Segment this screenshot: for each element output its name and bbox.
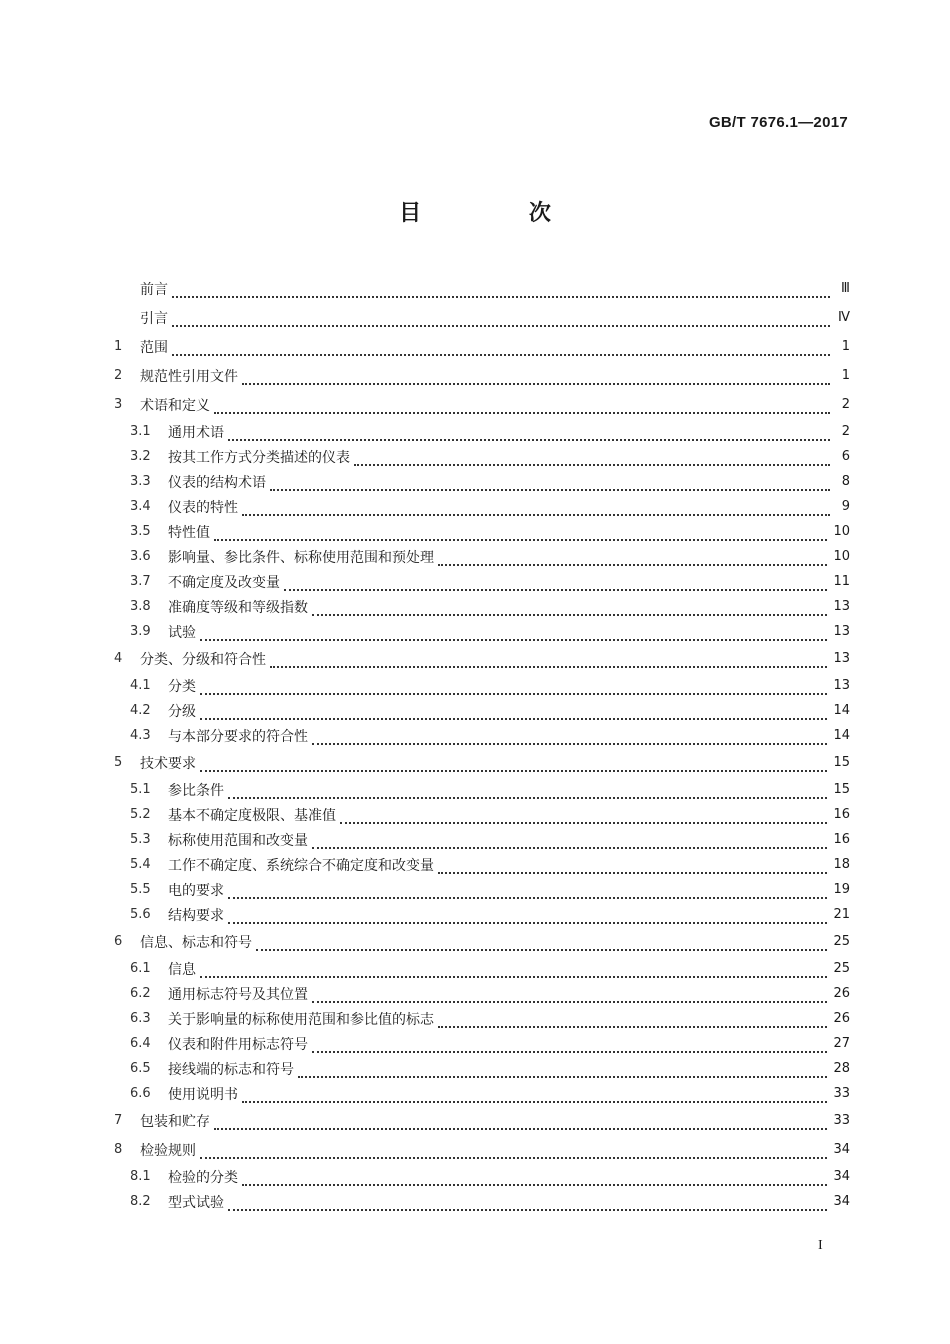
- toc-dot-leader: [354, 450, 830, 466]
- toc-entry[interactable]: [114, 1164, 850, 1189]
- toc-entry-page: 28: [833, 1061, 850, 1076]
- toc-dot-leader: [200, 756, 827, 772]
- toc-entry-number: 8: [114, 1142, 123, 1157]
- toc-dot-leader: [172, 311, 830, 327]
- toc-entry[interactable]: [114, 981, 850, 1006]
- toc-entry-number: 6.5: [130, 1061, 151, 1076]
- toc-entry-page: 2: [841, 397, 850, 412]
- toc-entry-page: 14: [833, 703, 850, 718]
- toc-entry-page: 26: [833, 1011, 850, 1026]
- toc-dot-leader: [438, 550, 827, 566]
- toc-entry[interactable]: [114, 1135, 850, 1164]
- toc-entry[interactable]: [114, 544, 850, 569]
- toc-entry-number: 4: [114, 651, 123, 666]
- toc-dot-leader: [200, 962, 827, 978]
- toc-entry-page: 10: [833, 524, 850, 539]
- toc-entry-title: 范围: [140, 339, 168, 356]
- toc-entry-title: 分类、分级和符合性: [140, 651, 266, 668]
- toc-dot-leader: [256, 935, 827, 951]
- toc-entry[interactable]: [114, 673, 850, 698]
- toc-entry-page: 13: [833, 678, 850, 693]
- toc-entry-number: 3: [114, 397, 123, 412]
- toc-entry[interactable]: [114, 303, 850, 332]
- toc-entry-number: 3.9: [130, 624, 151, 639]
- toc-dot-leader: [172, 340, 830, 356]
- toc-entry-number: 6.1: [130, 961, 151, 976]
- toc-entry-title: 前言: [140, 281, 168, 298]
- toc-entry-page: 13: [833, 624, 850, 639]
- toc-entry-number: 3.1: [130, 424, 151, 439]
- toc-entry-page: 16: [833, 832, 850, 847]
- toc-dot-leader: [242, 500, 830, 516]
- toc-dot-leader: [312, 833, 827, 849]
- toc-entry-number: 5: [114, 755, 123, 770]
- toc-dot-leader: [312, 987, 827, 1003]
- toc-entry-title: 仪表的结构术语: [168, 474, 266, 491]
- toc-dot-leader: [242, 1087, 827, 1103]
- toc-entry-page: 1: [841, 339, 850, 354]
- toc-entry-title: 基本不确定度极限、基准值: [168, 807, 336, 824]
- toc-entry-number: 6.6: [130, 1086, 151, 1101]
- toc-entry-number: 3.8: [130, 599, 151, 614]
- toc-dot-leader: [200, 1143, 827, 1159]
- toc-entry-number: 8.2: [130, 1194, 151, 1209]
- toc-entry-number: 5.2: [130, 807, 151, 822]
- toc-entry-page: Ⅳ: [838, 310, 850, 325]
- toc-entry-title: 使用说明书: [168, 1086, 238, 1103]
- toc-dot-leader: [242, 369, 830, 385]
- toc-entry[interactable]: [114, 1189, 850, 1214]
- toc-dot-leader: [312, 600, 827, 616]
- toc-dot-leader: [312, 1037, 827, 1053]
- toc-entry-title: 特性值: [168, 524, 210, 541]
- toc-dot-leader: [284, 575, 827, 591]
- toc-entry-number: 6.2: [130, 986, 151, 1001]
- toc-entry[interactable]: [114, 519, 850, 544]
- toc-dot-leader: [298, 1062, 827, 1078]
- toc-entry-page: 1: [841, 368, 850, 383]
- toc-entry-title: 结构要求: [168, 907, 224, 924]
- toc-entry[interactable]: [114, 927, 850, 956]
- toc-entry-title: 术语和定义: [140, 397, 210, 414]
- toc-entry-page: 19: [833, 882, 850, 897]
- toc-entry-page: 2: [841, 424, 850, 439]
- toc-entry-title: 按其工作方式分类描述的仪表: [168, 449, 350, 466]
- toc-entry[interactable]: [114, 827, 850, 852]
- toc-entry-number: 3.4: [130, 499, 151, 514]
- toc-entry-number: 5.6: [130, 907, 151, 922]
- toc-entry[interactable]: [114, 1006, 850, 1031]
- toc-dot-leader: [228, 883, 827, 899]
- toc-entry-title: 不确定度及改变量: [168, 574, 280, 591]
- toc-entry[interactable]: [114, 332, 850, 361]
- toc-dot-leader: [340, 808, 827, 824]
- toc-entry[interactable]: [114, 777, 850, 802]
- toc-dot-leader: [172, 282, 830, 298]
- toc-entry[interactable]: [114, 956, 850, 981]
- toc-entry[interactable]: [114, 723, 850, 748]
- toc-entry-title: 试验: [168, 624, 196, 641]
- toc-entry-number: 3.7: [130, 574, 151, 589]
- toc-entry-page: 15: [833, 782, 850, 797]
- toc-entry-page: 6: [841, 449, 850, 464]
- toc-entry-page: 16: [833, 807, 850, 822]
- toc-entry-page: 34: [833, 1142, 850, 1157]
- toc-dot-leader: [214, 1114, 827, 1130]
- toc-entry-title: 规范性引用文件: [140, 368, 238, 385]
- toc-entry[interactable]: [114, 644, 850, 673]
- toc-dot-leader: [438, 858, 827, 874]
- toc-entry-number: 1: [114, 339, 123, 354]
- toc-entry-title: 工作不确定度、系统综合不确定度和改变量: [168, 857, 434, 874]
- toc-entry[interactable]: [114, 748, 850, 777]
- toc-entry-page: 33: [833, 1086, 850, 1101]
- toc-dot-leader: [200, 625, 827, 641]
- toc-dot-leader: [228, 908, 827, 924]
- toc-entry-page: 25: [833, 934, 850, 949]
- toc-entry[interactable]: [114, 594, 850, 619]
- toc-entry-page: 10: [833, 549, 850, 564]
- toc-entry-page: 25: [833, 961, 850, 976]
- toc-entry-page: 13: [833, 599, 850, 614]
- toc-entry-title: 信息: [168, 961, 196, 978]
- page-number: I: [818, 1238, 823, 1253]
- toc-entry-number: 3.2: [130, 449, 151, 464]
- toc-entry[interactable]: [114, 494, 850, 519]
- toc-entry[interactable]: [114, 444, 850, 469]
- toc-entry[interactable]: [114, 877, 850, 902]
- toc-entry-number: 7: [114, 1113, 123, 1128]
- toc-entry-number: 6: [114, 934, 123, 949]
- toc-entry-title: 参比条件: [168, 782, 224, 799]
- toc-entry[interactable]: [114, 390, 850, 419]
- toc-entry-page: 34: [833, 1169, 850, 1184]
- toc-dot-leader: [228, 425, 830, 441]
- toc-dot-leader: [228, 783, 827, 799]
- toc-entry-number: 4.2: [130, 703, 151, 718]
- toc-entry-title: 通用标志符号及其位置: [168, 986, 308, 1003]
- toc-entry-title: 型式试验: [168, 1194, 224, 1211]
- toc-entry[interactable]: [114, 902, 850, 927]
- toc-entry-number: 5.5: [130, 882, 151, 897]
- toc-entry-page: 14: [833, 728, 850, 743]
- toc-entry-page: 9: [841, 499, 850, 514]
- toc-entry-title: 仪表和附件用标志符号: [168, 1036, 308, 1053]
- toc-dot-leader: [242, 1170, 827, 1186]
- toc-entry[interactable]: [114, 274, 850, 303]
- toc-entry[interactable]: [114, 852, 850, 877]
- toc-dot-leader: [200, 704, 827, 720]
- toc-entry[interactable]: [114, 1081, 850, 1106]
- toc-entry[interactable]: [114, 361, 850, 390]
- toc-entry-title: 通用术语: [168, 424, 224, 441]
- toc-dot-leader: [438, 1012, 827, 1028]
- toc-dot-leader: [200, 679, 827, 695]
- toc-entry-page: 21: [833, 907, 850, 922]
- toc-entry-title: 包装和贮存: [140, 1113, 210, 1130]
- toc-entry-title: 检验规则: [140, 1142, 196, 1159]
- toc-entry-page: 15: [833, 755, 850, 770]
- toc-entry-number: 6.3: [130, 1011, 151, 1026]
- toc-entry-number: 4.1: [130, 678, 151, 693]
- toc-entry-page: 11: [833, 574, 850, 589]
- toc-dot-leader: [228, 1195, 827, 1211]
- toc-entry[interactable]: [114, 469, 850, 494]
- toc-entry[interactable]: [114, 1056, 850, 1081]
- standard-code: GB/T 7676.1—2017: [708, 114, 848, 131]
- toc-dot-leader: [214, 398, 830, 414]
- toc-entry-title: 技术要求: [140, 755, 196, 772]
- toc-entry[interactable]: [114, 569, 850, 594]
- toc-entry-number: 3.5: [130, 524, 151, 539]
- toc-entry-number: 5.1: [130, 782, 151, 797]
- toc-entry-number: 3.6: [130, 549, 151, 564]
- toc-entry-page: 33: [833, 1113, 850, 1128]
- toc-entry-number: 5.4: [130, 857, 151, 872]
- toc-entry-title: 检验的分类: [168, 1169, 238, 1186]
- toc-entry-title: 分级: [168, 703, 196, 720]
- toc-entry[interactable]: [114, 619, 850, 644]
- toc-entry-page: 27: [833, 1036, 850, 1051]
- toc-entry-title: 引言: [140, 310, 168, 327]
- toc-entry-title: 影响量、参比条件、标称使用范围和预处理: [168, 549, 434, 566]
- toc-entry[interactable]: [114, 802, 850, 827]
- toc-entry-title: 分类: [168, 678, 196, 695]
- page-title: 目 次: [399, 201, 601, 226]
- toc-entry-page: 26: [833, 986, 850, 1001]
- toc-entry-title: 准确度等级和等级指数: [168, 599, 308, 616]
- toc-entry-number: 6.4: [130, 1036, 151, 1051]
- toc-entry-page: Ⅲ: [841, 281, 850, 296]
- toc-entry-number: 2: [114, 368, 123, 383]
- toc-dot-leader: [312, 729, 827, 745]
- toc-entry-page: 13: [833, 651, 850, 666]
- toc-entry-title: 信息、标志和符号: [140, 934, 252, 951]
- toc-entry[interactable]: [114, 419, 850, 444]
- table-of-contents: [114, 274, 850, 1214]
- toc-entry-title: 仪表的特性: [168, 499, 238, 516]
- toc-dot-leader: [270, 475, 830, 491]
- toc-entry-page: 18: [833, 857, 850, 872]
- toc-entry-number: 3.3: [130, 474, 151, 489]
- toc-entry-page: 8: [841, 474, 850, 489]
- toc-entry-number: 8.1: [130, 1169, 151, 1184]
- toc-entry-number: 4.3: [130, 728, 151, 743]
- toc-entry-number: 5.3: [130, 832, 151, 847]
- toc-entry-title: 接线端的标志和符号: [168, 1061, 294, 1078]
- toc-entry-title: 与本部分要求的符合性: [168, 728, 308, 745]
- toc-dot-leader: [270, 652, 827, 668]
- toc-entry[interactable]: [114, 698, 850, 723]
- toc-entry-title: 电的要求: [168, 882, 224, 899]
- toc-entry-title: 关于影响量的标称使用范围和参比值的标志: [168, 1011, 434, 1028]
- toc-entry[interactable]: [114, 1031, 850, 1056]
- toc-dot-leader: [214, 525, 827, 541]
- toc-entry[interactable]: [114, 1106, 850, 1135]
- toc-entry-title: 标称使用范围和改变量: [168, 832, 308, 849]
- toc-entry-page: 34: [833, 1194, 850, 1209]
